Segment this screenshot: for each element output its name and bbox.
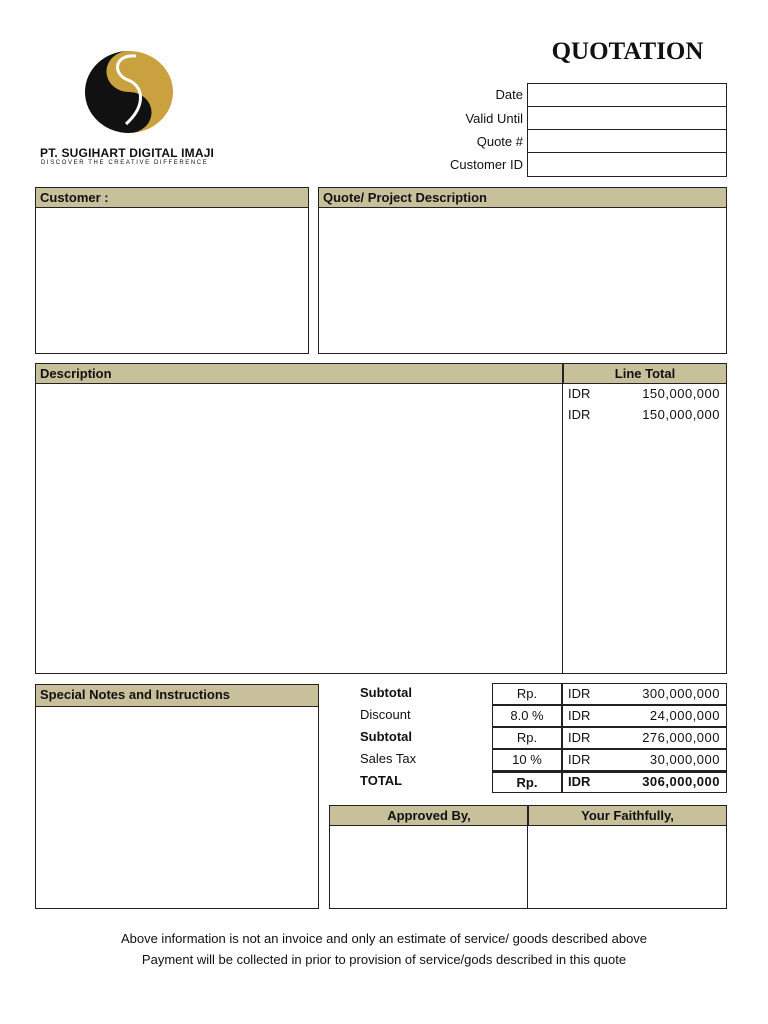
items-header-line-total: Line Total [563, 364, 726, 384]
logo-swirl-icon [84, 50, 174, 134]
meta-label-customer-id: Customer ID [450, 157, 523, 172]
summary-label-sales-tax: Sales Tax [360, 751, 417, 766]
line-currency: IDR [568, 407, 591, 422]
summary-row-sales-tax [562, 749, 727, 771]
summary-unit-subtotal-2: Rp. [492, 727, 562, 749]
table-row[interactable] [563, 385, 726, 405]
summary-amount-total: 306,000,000 [642, 774, 720, 789]
summary-currency: IDR [568, 708, 591, 723]
meta-label-quote-number: Quote # [476, 134, 523, 149]
summary-label-subtotal-2: Subtotal [360, 729, 412, 744]
summary-currency: IDR [568, 774, 591, 789]
doc-title: QUOTATION [551, 38, 704, 65]
summary-amount-discount: 24,000,000 [649, 708, 720, 723]
summary-amount-sales-tax: 30,000,000 [649, 752, 720, 767]
summary-currency: IDR [568, 686, 591, 701]
special-notes-header: Special Notes and Instructions [36, 685, 318, 707]
summary-currency: IDR [568, 752, 591, 767]
signature-table [329, 805, 727, 909]
footer-note-1: Above information is not an invoice and only an estimate of service/ goods described above [120, 931, 648, 946]
summary-unit-sales-tax[interactable]: 10 % [492, 749, 562, 771]
summary-label-total: TOTAL [360, 773, 403, 788]
items-table [35, 363, 727, 674]
table-row[interactable] [563, 406, 726, 426]
customer-box[interactable] [35, 187, 309, 354]
footer-note-2: Payment will be collected in prior to provision of service/gods described in this quote [141, 952, 627, 967]
your-faithfully-header: Your Faithfully, [528, 806, 726, 826]
summary-amount-subtotal: 300,000,000 [642, 686, 720, 701]
company-tagline: DISCOVER THE CREATIVE DIFFERENCE [41, 160, 209, 166]
line-currency: IDR [568, 386, 591, 401]
approved-by-signature-area[interactable] [330, 827, 527, 908]
summary-row-subtotal-2 [562, 727, 727, 749]
items-header-description: Description [36, 364, 563, 384]
meta-label-valid-until: Valid Until [465, 111, 523, 126]
summary-unit-discount[interactable]: 8.0 % [492, 705, 562, 727]
company-logo [84, 50, 174, 134]
quote-number-field[interactable] [527, 129, 727, 153]
meta-fields [420, 83, 727, 177]
summary-amount-subtotal-2: 276,000,000 [642, 730, 720, 745]
summary-row-subtotal [562, 683, 727, 705]
customer-id-field[interactable] [527, 152, 727, 177]
approved-by-header: Approved By, [330, 806, 528, 826]
summary-row-discount [562, 705, 727, 727]
summary-unit-subtotal: Rp. [492, 683, 562, 705]
customer-header: Customer : [36, 188, 308, 208]
project-description-box[interactable] [318, 187, 727, 354]
valid-until-field[interactable] [527, 106, 727, 130]
date-field[interactable] [527, 83, 727, 107]
summary-block [360, 683, 727, 795]
your-faithfully-signature-area[interactable] [528, 827, 726, 908]
summary-currency: IDR [568, 730, 591, 745]
summary-row-total [562, 771, 727, 793]
company-name: PT. SUGIHART DIGITAL IMAJI [40, 146, 215, 160]
project-description-header: Quote/ Project Description [319, 188, 726, 208]
summary-label-discount: Discount [360, 707, 411, 722]
summary-label-subtotal: Subtotal [360, 685, 412, 700]
special-notes-box[interactable] [35, 684, 319, 909]
meta-label-date: Date [495, 87, 523, 102]
summary-unit-total: Rp. [492, 771, 562, 793]
line-amount: 150,000,000 [642, 407, 720, 422]
line-amount: 150,000,000 [642, 386, 720, 401]
